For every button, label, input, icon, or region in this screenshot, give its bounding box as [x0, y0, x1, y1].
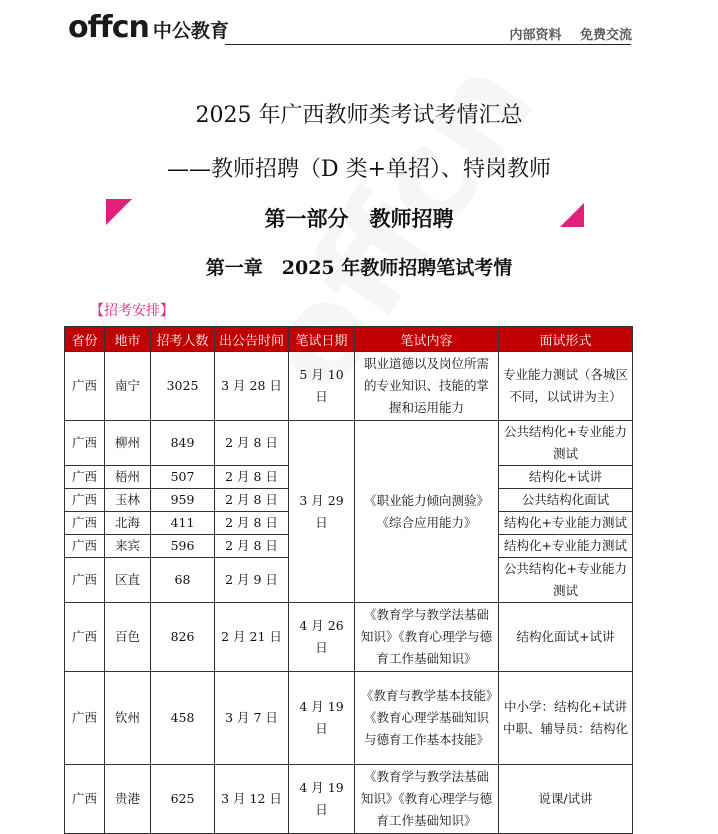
cell-exam-date-merged: 3 月 29 日 — [289, 421, 355, 603]
cell-content: 《教育与教学基本技能》《教育心理学基础知识与德育工作基本技能》 — [355, 672, 499, 765]
exam-schedule-table — [64, 326, 633, 834]
cell-announce: 2 月 8 日 — [215, 466, 289, 489]
table-row — [65, 672, 633, 765]
cell-announce: 3 月 12 日 — [215, 765, 289, 834]
cell-interview: 公共结构化+专业能力测试 — [499, 558, 633, 603]
header-link-free: 免费交流 — [579, 28, 632, 43]
cell-city: 贵港 — [105, 765, 151, 834]
header-city: 地市 — [105, 327, 151, 352]
sub-title: ——教师招聘（D 类+单招）、特岗教师 — [166, 157, 552, 182]
header-announce: 出公告时间 — [215, 327, 289, 352]
cell-count: 849 — [151, 421, 215, 466]
section-label: 【招考安排】 — [90, 303, 174, 319]
cell-announce: 2 月 8 日 — [215, 512, 289, 535]
cell-province: 广西 — [65, 558, 105, 603]
cell-city: 区直 — [105, 558, 151, 603]
part-title: 第一部分 教师招聘 — [264, 206, 454, 231]
cell-province: 广西 — [65, 352, 105, 421]
chapter-title: 第一章 2025 年教师招聘笔试考情 — [205, 257, 513, 279]
cell-province: 广西 — [65, 535, 105, 558]
cell-interview: 结构化+专业能力测试 — [499, 535, 633, 558]
cell-city: 南宁 — [105, 352, 151, 421]
cell-announce: 2 月 8 日 — [215, 421, 289, 466]
cell-province: 广西 — [65, 489, 105, 512]
cell-count: 68 — [151, 558, 215, 603]
table-row — [65, 352, 633, 421]
logo-mark: offcn — [68, 10, 149, 45]
header-count: 招考人数 — [151, 327, 215, 352]
cell-count: 826 — [151, 603, 215, 672]
cell-city: 百色 — [105, 603, 151, 672]
cell-interview: 结构化+试讲 — [499, 466, 633, 489]
cell-count: 3025 — [151, 352, 215, 421]
triangle-decoration-right — [560, 203, 584, 227]
cell-interview: 公共结构化+专业能力测试 — [499, 421, 633, 466]
cell-city: 梧州 — [105, 466, 151, 489]
cell-announce: 3 月 28 日 — [215, 352, 289, 421]
cell-content: 《教育学与教学法基础知识》《教育心理学与德育工作基础知识》 — [355, 765, 499, 834]
header-links — [495, 24, 632, 43]
cell-interview: 公共结构化面试 — [499, 489, 633, 512]
logo-text: 中公教育 — [152, 20, 229, 42]
main-title: 2025 年广西教师类考试考情汇总 — [195, 103, 523, 128]
header-content: 笔试内容 — [355, 327, 499, 352]
page-header — [0, 0, 718, 52]
cell-interview: 专业能力测试（各城区不同，以试讲为主） — [499, 352, 633, 421]
cell-province: 广西 — [65, 466, 105, 489]
cell-city: 玉林 — [105, 489, 151, 512]
cell-city: 钦州 — [105, 672, 151, 765]
cell-announce: 3 月 7 日 — [215, 672, 289, 765]
table-header-row — [65, 327, 633, 352]
cell-announce: 2 月 8 日 — [215, 535, 289, 558]
cell-city: 柳州 — [105, 421, 151, 466]
cell-interview: 说课/试讲 — [499, 765, 633, 834]
cell-exam-date: 4 月 19 日 — [289, 765, 355, 834]
header-exam-date: 笔试日期 — [289, 327, 355, 352]
header-interview: 面试形式 — [499, 327, 633, 352]
cell-announce: 2 月 9 日 — [215, 558, 289, 603]
cell-interview: 中小学：结构化+试讲中职、辅导员：结构化 — [499, 672, 633, 765]
cell-province: 广西 — [65, 421, 105, 466]
cell-exam-date: 5 月 10 日 — [289, 352, 355, 421]
cell-content: 《教育学与教学法基础知识》《教育心理学与德育工作基础知识》 — [355, 603, 499, 672]
cell-count: 625 — [151, 765, 215, 834]
cell-province: 广西 — [65, 512, 105, 535]
cell-content-merged: 《职业能力倾向测验》《综合应用能力》 — [355, 421, 499, 603]
cell-count: 596 — [151, 535, 215, 558]
cell-exam-date: 4 月 19 日 — [289, 672, 355, 765]
cell-content: 职业道德以及岗位所需的专业知识、技能的掌握和运用能力 — [355, 352, 499, 421]
cell-announce: 2 月 21 日 — [215, 603, 289, 672]
cell-count: 959 — [151, 489, 215, 512]
cell-interview: 结构化面试+试讲 — [499, 603, 633, 672]
header-province: 省份 — [65, 327, 105, 352]
cell-city: 来宾 — [105, 535, 151, 558]
cell-exam-date: 4 月 26 日 — [289, 603, 355, 672]
cell-province: 广西 — [65, 603, 105, 672]
cell-province: 广西 — [65, 672, 105, 765]
offcn-logo — [68, 10, 229, 45]
cell-city: 北海 — [105, 512, 151, 535]
cell-count: 411 — [151, 512, 215, 535]
cell-province: 广西 — [65, 765, 105, 834]
header-link-internal: 内部资料 — [509, 28, 562, 43]
table-row — [65, 421, 633, 466]
cell-count: 458 — [151, 672, 215, 765]
cell-interview: 结构化+专业能力测试 — [499, 512, 633, 535]
header-rule — [225, 44, 631, 45]
cell-count: 507 — [151, 466, 215, 489]
cell-announce: 2 月 8 日 — [215, 489, 289, 512]
table-row — [65, 765, 633, 834]
table-row — [65, 603, 633, 672]
